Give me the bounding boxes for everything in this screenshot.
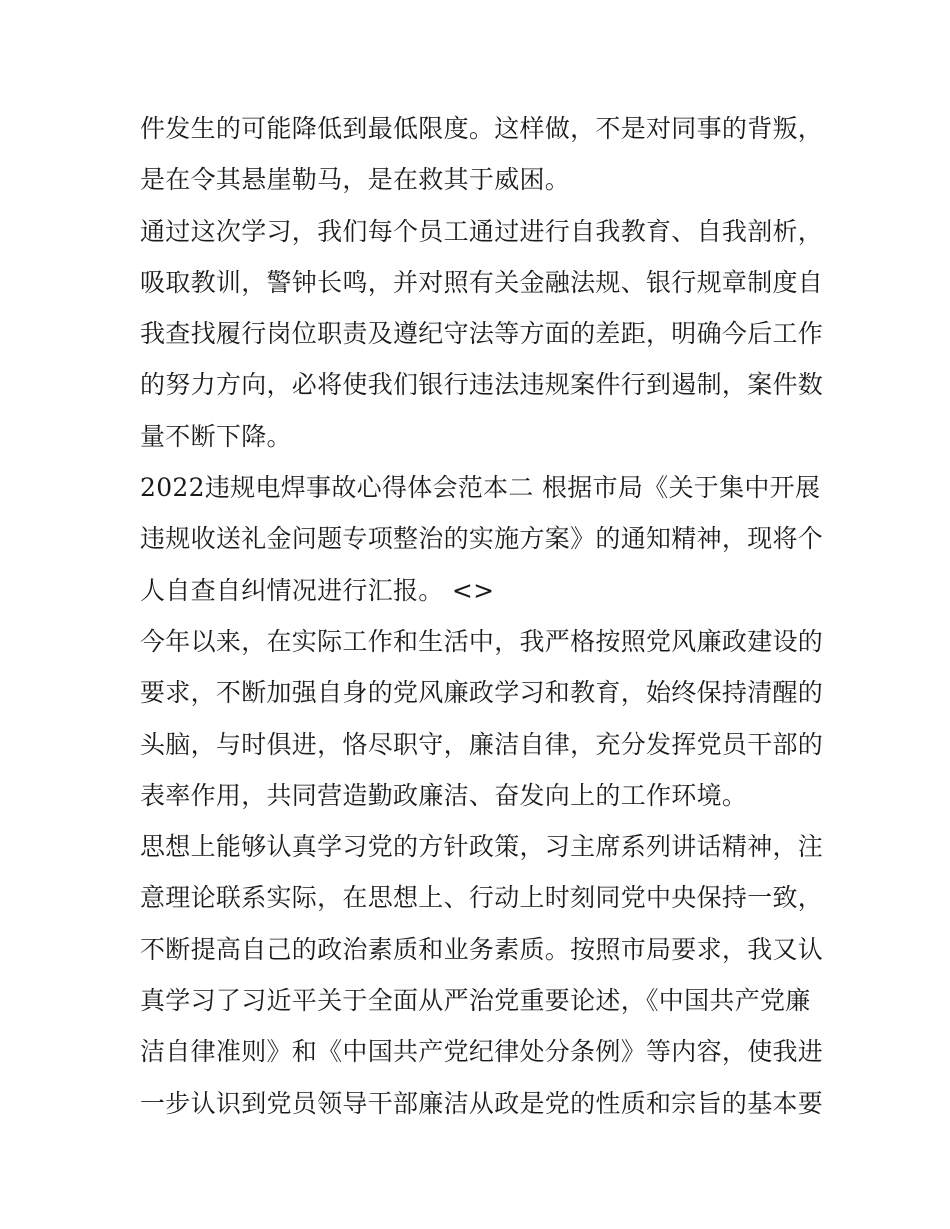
text-line: 我查找履行岗位职责及遵纪守法等方面的差距，明确今后工作 [140, 319, 824, 349]
text-line: 2022违规电焊事故心得体会范本二 根据市局《关于集中开展 [140, 473, 821, 503]
text-line: 件发生的可能降低到最低限度。这样做，不是对同事的背叛， [140, 114, 824, 143]
text-line: 不断提高自己的政治素质和业务素质。按照市局要求，我又认 [140, 934, 824, 964]
text-line: 通过这次学习，我们每个员工通过进行自我教育、自我剖析， [140, 216, 824, 246]
text-line: 人自查自纠情况进行汇报。 <> [140, 575, 495, 605]
text-line: 的努力方向，必将使我们银行违法违规案件行到遏制，案件数 [140, 370, 824, 400]
text-line: 是在令其悬崖勒马，是在救其于威困。 [140, 165, 571, 195]
text-line: 思想上能够认真学习党的方针政策，习主席系列讲话精神，注 [140, 832, 824, 862]
text-line: 真学习了习近平关于全面从严治党重要论述，《中国共产党廉 [140, 986, 811, 1016]
document-body [140, 103, 824, 1129]
text-line: 今年以来，在实际工作和生活中，我严格按照党风廉政建设的 [140, 626, 824, 656]
text-line: 洁自律准则》和《中国共产党纪律处分条例》等内容，使我进 [140, 1037, 824, 1067]
text-line: 违规收送礼金问题专项整治的实施方案》的通知精神，现将个 [140, 524, 824, 554]
text-line: 意理论联系实际，在思想上、行动上时刻同党中央保持一致， [140, 883, 824, 913]
text-line: 吸取教训，警钟长鸣，并对照有关金融法规、银行规章制度自 [140, 267, 824, 297]
text-line: 头脑，与时俱进，恪尽职守，廉洁自律，充分发挥党员干部的 [140, 729, 824, 759]
text-line: 要求，不断加强自身的党风廉政学习和教育，始终保持清醒的 [140, 678, 824, 708]
text-line: 量不断下降。 [140, 421, 292, 451]
text-line: 一步认识到党员领导干部廉洁从政是党的性质和宗旨的基本要 [140, 1088, 824, 1118]
text-line: 表率作用，共同营造勤政廉洁、奋发向上的工作环境。 [140, 780, 748, 810]
